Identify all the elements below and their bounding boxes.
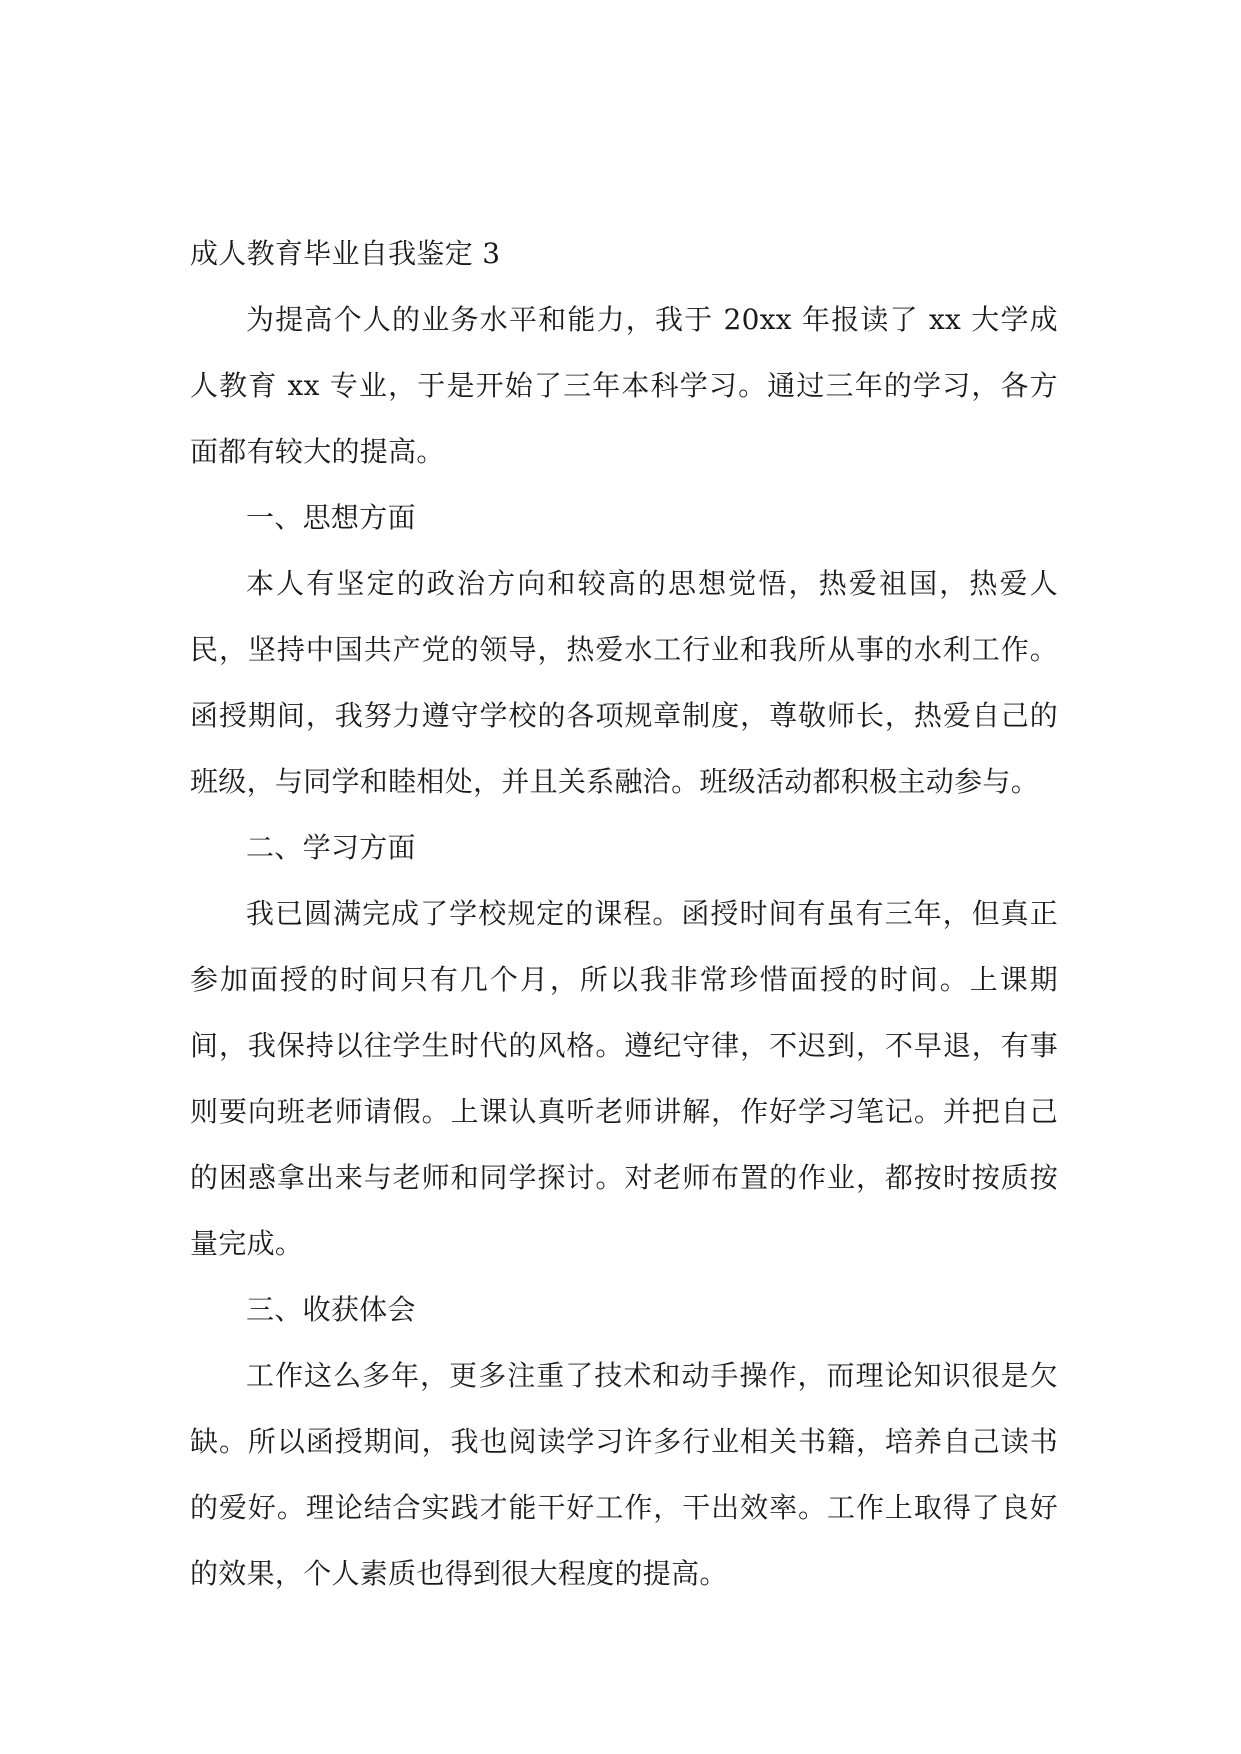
section-heading-gains: 三、收获体会 [246,1293,416,1326]
section-body-gains: 工作这么多年，更多注重了技术和动手操作，而理论知识很是欠缺。所以函授期间，我也阅读学习许多行业相关书籍，培养自己读书的爱好。理论结合实践才能干好工作，干出效率。工作上取得了良好的效果，个人素质也得到很大程度的提高。 [190,1359,1058,1590]
section-body-study: 我已圆满完成了学校规定的课程。函授时间有虽有三年，但真正参加面授的时间只有几个月，所以我非常珍惜面授的时间。上课期间，我保持以往学生时代的风格。遵纪守律，不迟到，不早退，有事则要向班老师请假。上课认真听老师讲解，作好学习笔记。并把自己的困惑拿出来与老师和同学探讨。对老师布置的作业，都按时按质按量完成。 [190,897,1058,1260]
document-title: 成人教育毕业自我鉴定 3 [190,237,501,270]
document-body [190,221,1058,1607]
section-body-thought: 本人有坚定的政治方向和较高的思想觉悟，热爱祖国，热爱人民，坚持中国共产党的领导，热爱水工行业和我所从事的水利工作。函授期间，我努力遵守学校的各项规章制度，尊敬师长，热爱自己的班级，与同学和睦相处，并且关系融洽。班级活动都积极主动参与。 [190,567,1058,798]
section-heading-thought: 一、思想方面 [246,501,416,534]
section-heading-study: 二、学习方面 [246,831,416,864]
intro-paragraph: 为提高个人的业务水平和能力，我于 20xx 年报读了 xx 大学成人教育 xx 专业，于是开始了三年本科学习。通过三年的学习，各方面都有较大的提高。 [190,303,1058,468]
